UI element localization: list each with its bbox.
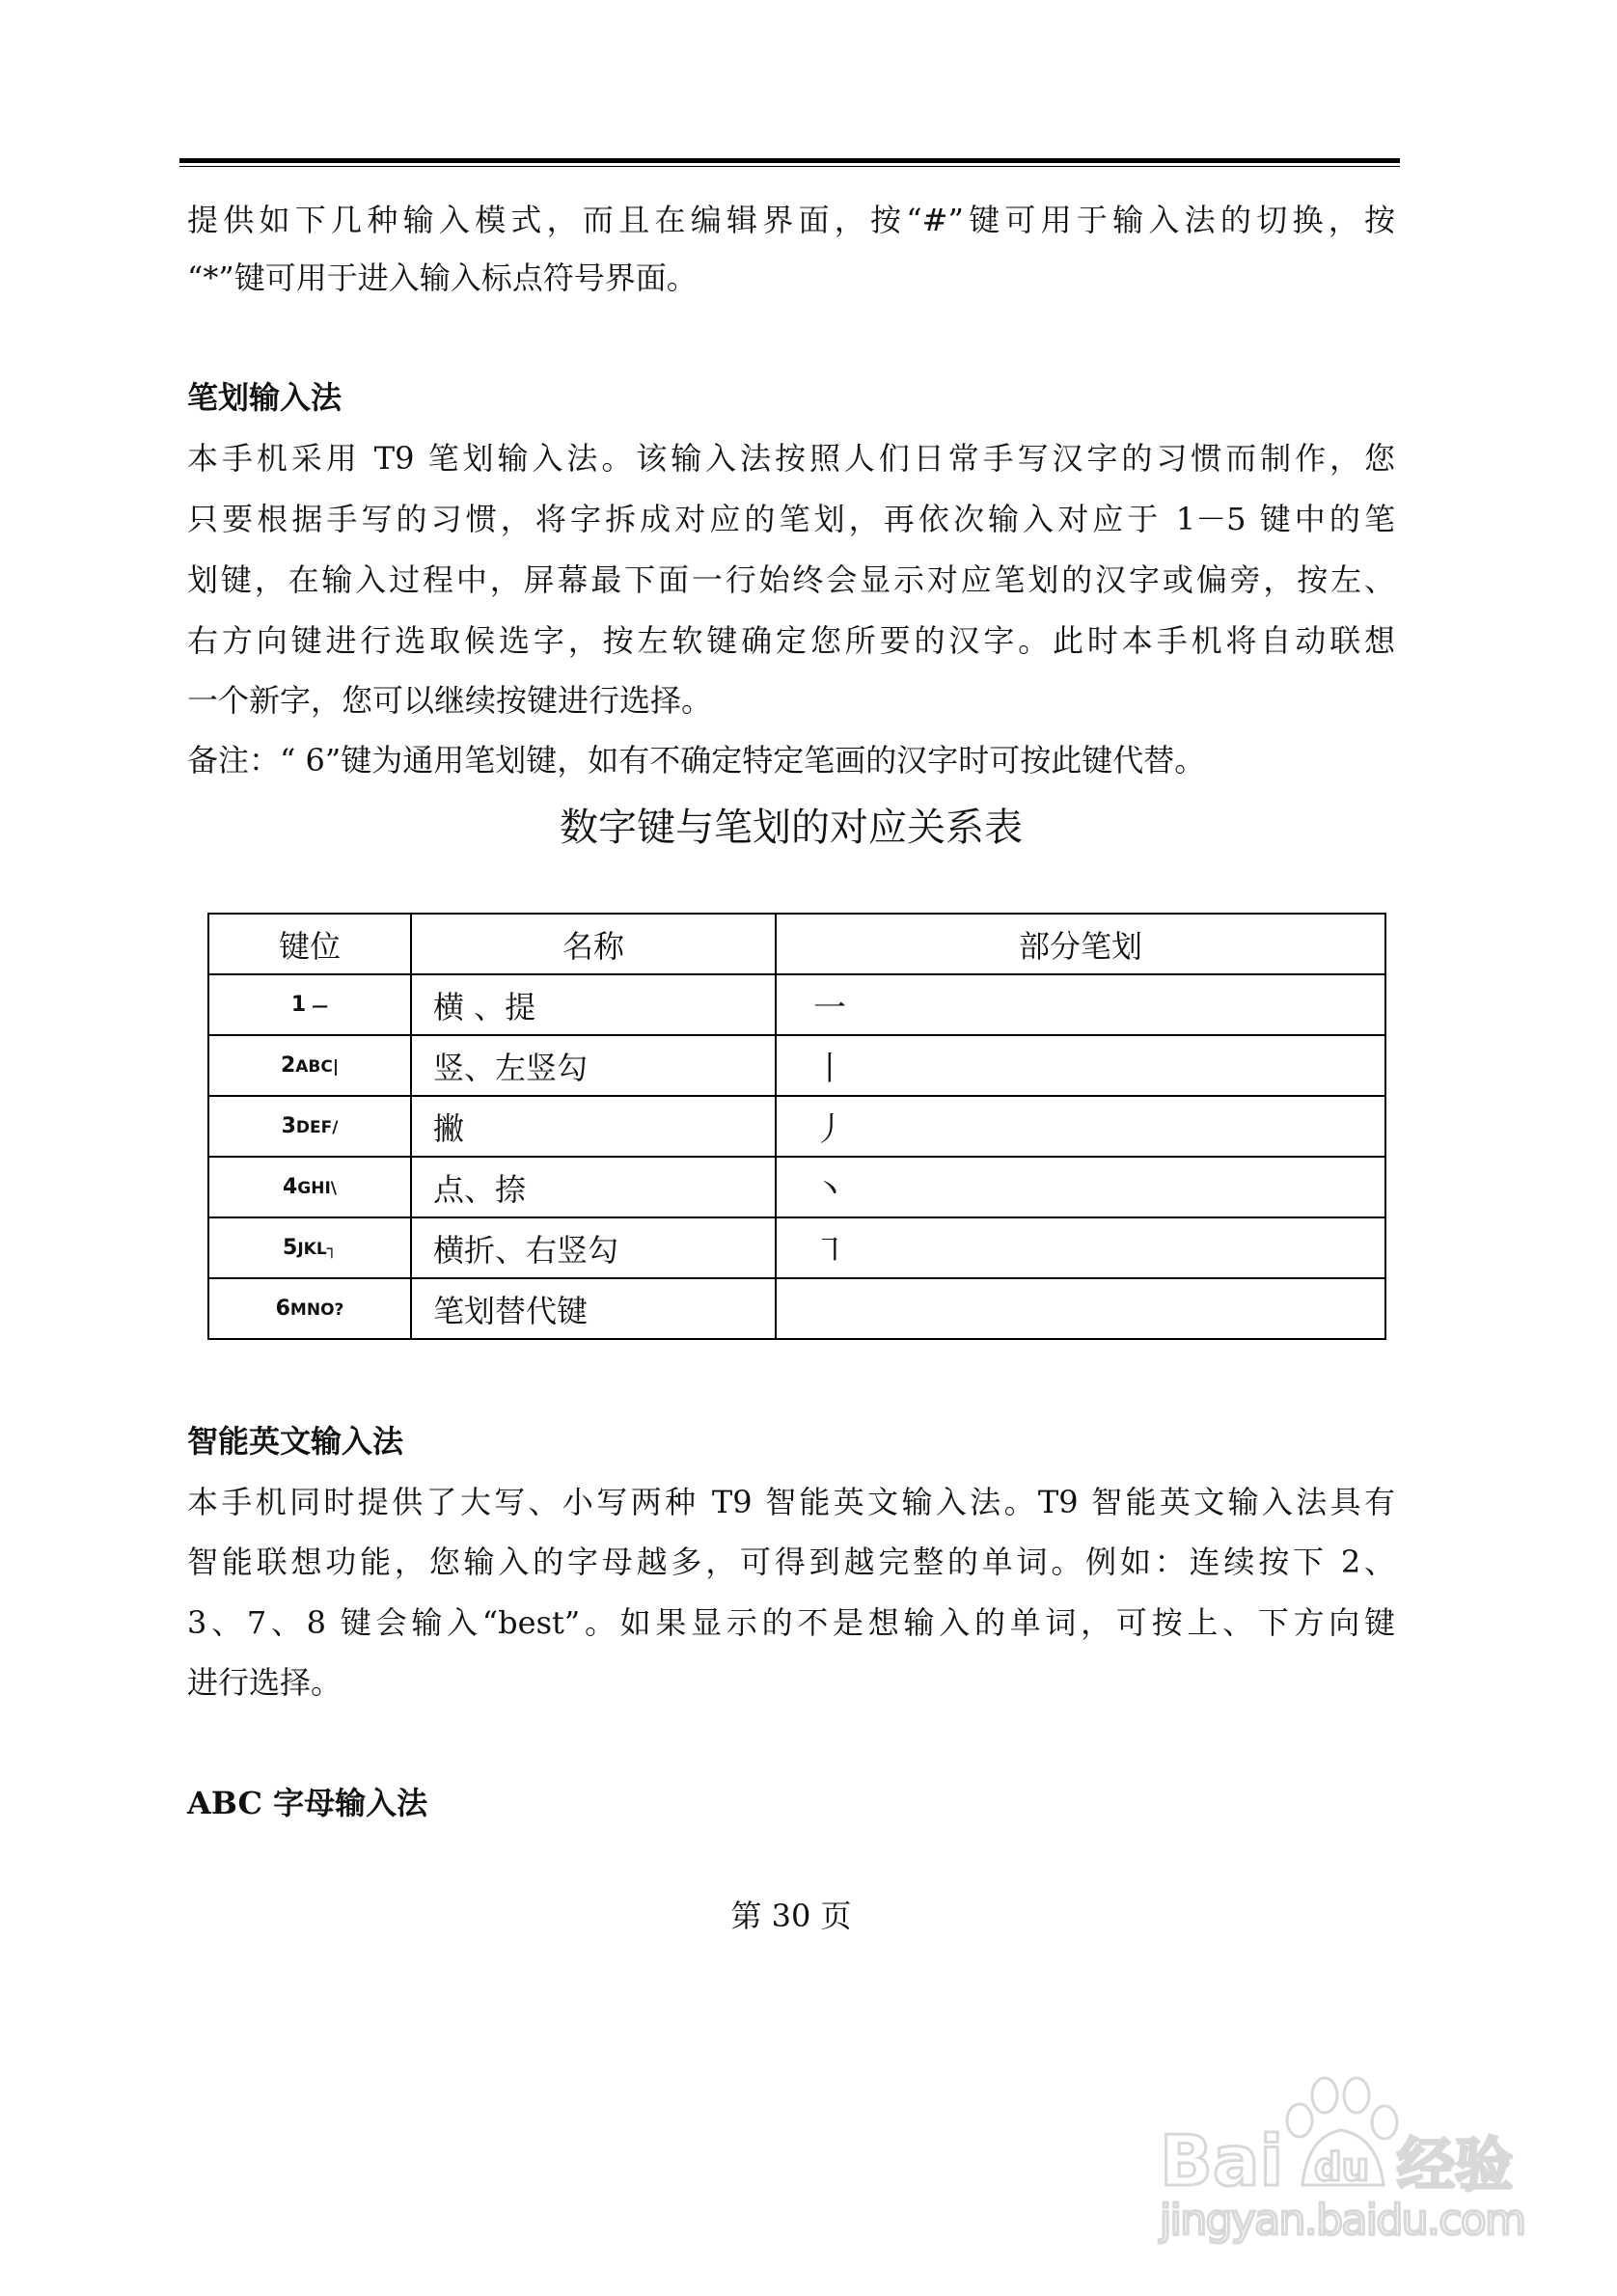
english-line: 3、7、8 键会输入“best”。如果显示的不是想输入的单词，可按上、下方向键 (187, 1604, 1395, 1641)
svg-text:du: du (1314, 2146, 1370, 2190)
key-cell: 1 — (208, 974, 411, 1035)
table-row (208, 1278, 1385, 1339)
key-cell: 3DEF/ (208, 1096, 411, 1157)
header-rule (179, 158, 1400, 163)
header-key: 键位 (208, 914, 411, 974)
intro-line: 提供如下几种输入模式，而且在编辑界面，按“#”键可用于输入法的切换，按 (187, 202, 1395, 238)
stroke-cell: 一 (776, 974, 1385, 1035)
english-heading: 智能英文输入法 (187, 1423, 404, 1460)
key-cell: 4GHI\ (208, 1157, 411, 1217)
table-row (208, 1217, 1385, 1278)
stroke-cell: 丿 (776, 1096, 1385, 1157)
name-cell: 横 、提 (411, 974, 776, 1035)
stroke-cell: 丶 (776, 1157, 1385, 1217)
header-rule-thin (179, 166, 1400, 167)
stroke-line: 一个新字，您可以继续按键进行选择。 (187, 682, 713, 719)
baidu-jingyan-watermark (1148, 2045, 1534, 2267)
english-line: 智能联想功能，您输入的字母越多，可得到越完整的单词。例如：连续按下 2、 (187, 1544, 1395, 1580)
svg-text:Bai: Bai (1160, 2120, 1284, 2201)
page-number: 第 30 页 (730, 1898, 852, 1934)
header-name: 名称 (411, 914, 776, 974)
table-row (208, 1157, 1385, 1217)
key-cell: 2ABC| (208, 1035, 411, 1096)
name-cell: 撇 (411, 1096, 776, 1157)
name-cell: 横折、右竖勾 (411, 1217, 776, 1278)
key-cell: 6MNO? (208, 1278, 411, 1339)
table-row (208, 1096, 1385, 1157)
english-line: 进行选择。 (187, 1664, 343, 1701)
svg-text:jingyan.baidu.com: jingyan.baidu.com (1160, 2196, 1526, 2245)
name-cell: 笔划替代键 (411, 1278, 776, 1339)
table-row (208, 1035, 1385, 1096)
stroke-heading: 笔划输入法 (187, 379, 343, 416)
table-title: 数字键与笔划的对应关系表 (560, 806, 1023, 850)
intro-line: “*”键可用于进入输入标点符号界面。 (187, 260, 698, 296)
table-header-row (208, 914, 1385, 974)
stroke-cell (776, 1278, 1385, 1339)
stroke-line: 右方向键进行选取候选字，按左软键确定您所要的汉字。此时本手机将自动联想 (187, 622, 1395, 659)
stroke-line: 划键，在输入过程中，屏幕最下面一行始终会显示对应笔划的汉字或偏旁，按左、 (187, 561, 1395, 598)
stroke-table (207, 913, 1386, 1340)
name-cell: 点、捺 (411, 1157, 776, 1217)
stroke-note: 备注：“ 6”键为通用笔划键，如有不确定特定笔画的汉字时可按此键代替。 (187, 742, 1206, 779)
english-line: 本手机同时提供了大写、小写两种 T9 智能英文输入法。T9 智能英文输入法具有 (187, 1484, 1395, 1520)
key-cell: 5JKL┐ (208, 1217, 411, 1278)
stroke-line: 只要根据手写的习惯，将字拆成对应的笔划，再依次输入对应于 1－5 键中的笔 (187, 501, 1395, 537)
table-row (208, 974, 1385, 1035)
stroke-line: 本手机采用 T9 笔划输入法。该输入法按照人们日常手写汉字的习惯而制作，您 (187, 440, 1395, 477)
name-cell: 竖、左竖勾 (411, 1035, 776, 1096)
svg-text:经验: 经验 (1397, 2132, 1513, 2200)
stroke-cell: 丨 (776, 1035, 1385, 1096)
stroke-cell: ㇕ (776, 1217, 1385, 1278)
header-strokes: 部分笔划 (776, 914, 1385, 974)
abc-heading: ABC 字母输入法 (187, 1785, 428, 1821)
